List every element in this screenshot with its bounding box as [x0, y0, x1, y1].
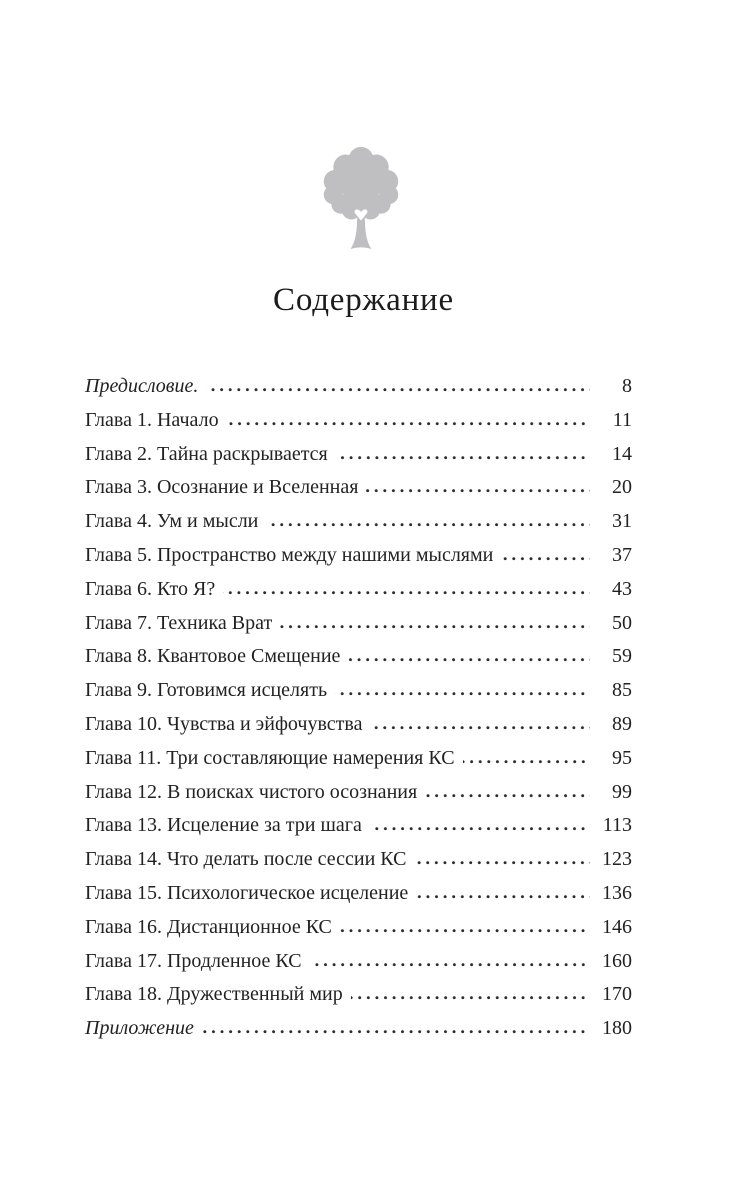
toc-entry — [85, 843, 632, 877]
toc-entry-title: Глава 11. Три составляющие намерения КС — [85, 746, 455, 769]
toc-entry-page: 20 — [612, 476, 632, 499]
toc-entry-title: Глава 3. Осознание и Вселенная — [85, 476, 359, 499]
dot-leader — [414, 860, 590, 865]
toc-entry-title: Глава 2. Тайна раскрывается — [85, 442, 328, 465]
toc-entry-page: 136 — [602, 881, 632, 904]
toc-entry-page: 89 — [612, 712, 632, 735]
toc-entry-page: 8 — [622, 375, 632, 397]
toc-entry-page: 113 — [602, 814, 632, 837]
toc-entry-title: Глава 14. Что делать после сессии КС — [85, 848, 407, 871]
page-title: Содержание — [273, 282, 454, 318]
toc-entry-title: Глава 8. Квантовое Смещение — [85, 645, 341, 668]
toc-entry-title: Глава 15. Психологическое исцеление — [85, 881, 409, 904]
toc-entry-page: 11 — [612, 408, 632, 431]
dot-leader — [227, 421, 590, 426]
dot-leader — [280, 624, 590, 629]
toc-entry-title: Глава 17. Продленное КС — [85, 949, 302, 972]
toc-entry-page: 37 — [612, 543, 632, 566]
toc-entry-page: 50 — [612, 611, 632, 634]
toc-entry-title: Приложение — [85, 1017, 194, 1040]
dot-leader — [351, 995, 590, 1000]
toc-entry-title: Глава 4. Ум и мысли — [85, 510, 259, 533]
toc-entry-page: 95 — [612, 746, 632, 769]
toc-entry-title: Глава 10. Чувства и эйфочувства — [85, 712, 363, 735]
toc-entry-title: Предисловие. — [85, 375, 199, 397]
toc-entry — [85, 404, 632, 438]
toc-entry-page: 43 — [612, 577, 632, 600]
dot-leader — [335, 691, 590, 696]
toc-entry — [85, 438, 632, 472]
toc-entry — [85, 978, 632, 1012]
toc-entry-title: Глава 9. Готовимся исцелять — [85, 679, 328, 702]
toc-entry-title: Глава 12. В поисках чистого осознания — [85, 780, 418, 803]
toc-entry-page: 14 — [612, 442, 632, 465]
toc-entry — [85, 607, 632, 641]
toc-entry — [85, 640, 632, 674]
toc-entry-page: 123 — [602, 848, 632, 871]
dot-leader — [206, 387, 590, 392]
toc-entry-page: 146 — [602, 915, 632, 938]
tree-icon — [318, 145, 404, 252]
toc-entry — [85, 911, 632, 945]
toc-entry — [85, 877, 632, 911]
toc-entry — [85, 809, 632, 843]
toc-entry — [85, 945, 632, 979]
toc-entry — [85, 505, 632, 539]
toc-entry-title: Глава 5. Пространство между нашими мыслями — [85, 543, 494, 566]
dot-leader — [340, 928, 590, 933]
toc-entry-page: 31 — [612, 510, 632, 533]
toc-entry-title: Глава 16. Дистанционное КС — [85, 915, 332, 938]
toc-entry-page: 170 — [602, 983, 632, 1006]
toc-entry-title: Глава 1. Начало — [85, 408, 219, 431]
dot-leader — [366, 488, 590, 493]
toc-entry-page: 180 — [602, 1017, 632, 1040]
toc-entry-title: Глава 6. Кто Я? — [85, 577, 216, 600]
dot-leader — [202, 1029, 590, 1034]
toc-entry — [85, 370, 632, 404]
toc-entry — [85, 1012, 632, 1046]
dot-leader — [416, 894, 590, 899]
table-of-contents — [85, 370, 632, 1046]
dot-leader — [370, 826, 590, 831]
dot-leader — [266, 522, 590, 527]
dot-leader — [370, 725, 590, 730]
toc-entry-page: 85 — [612, 679, 632, 702]
toc-entry-title: Глава 18. Дружественный мир — [85, 983, 343, 1006]
dot-leader — [223, 590, 590, 595]
dot-leader — [310, 962, 590, 967]
toc-entry-page: 99 — [612, 780, 632, 803]
toc-entry-page: 59 — [612, 645, 632, 668]
toc-entry-page: 160 — [602, 949, 632, 972]
dot-leader — [501, 556, 590, 561]
dot-leader — [348, 657, 590, 662]
dot-leader — [336, 455, 590, 460]
toc-entry — [85, 573, 632, 607]
toc-entry — [85, 708, 632, 742]
toc-entry — [85, 674, 632, 708]
dot-leader — [463, 759, 590, 764]
toc-entry — [85, 742, 632, 776]
toc-entry-title: Глава 7. Техника Врат — [85, 611, 273, 634]
toc-entry — [85, 539, 632, 573]
toc-entry — [85, 471, 632, 505]
toc-entry — [85, 776, 632, 810]
dot-leader — [425, 793, 590, 798]
toc-entry-title: Глава 13. Исцеление за три шага — [85, 814, 362, 837]
